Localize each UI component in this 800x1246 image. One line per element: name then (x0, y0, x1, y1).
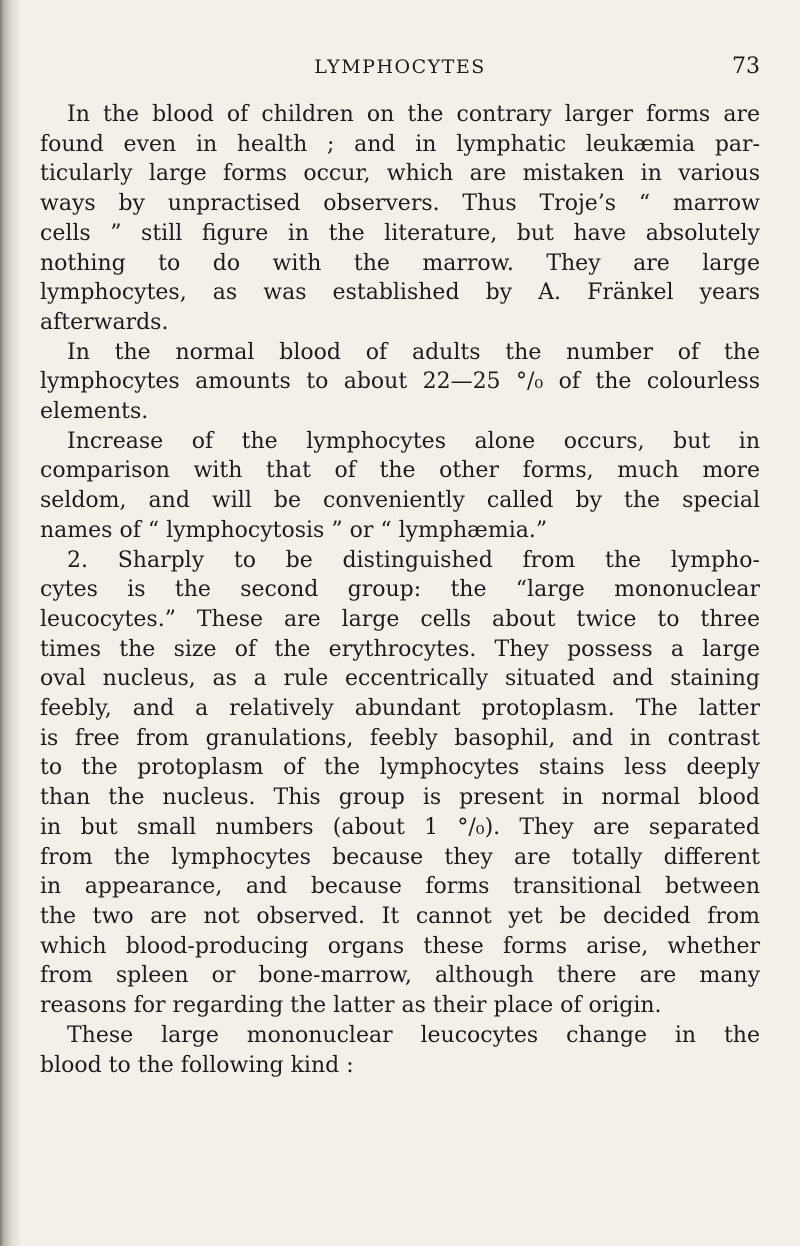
text-line: feebly, and a relatively abundant protoplasm. The latter (40, 696, 760, 722)
text-line: In the normal blood of adults the number of the (67, 339, 760, 365)
text-line: found even in health ; and in lymphatic leukæmia par- (40, 131, 760, 157)
text-line: than the nucleus. This group is present in normal blood (40, 785, 760, 811)
text-line: Increase of the lymphocytes alone occurs, but in (67, 428, 760, 454)
text-line: lymphocytes amounts to about 22—25 °/₀ of the colourless (40, 369, 760, 395)
text-line: comparison with that of the other forms, much more (40, 458, 760, 484)
text-line: blood to the following kind : (40, 1052, 354, 1078)
text-line: to the protoplasm of the lymphocytes stains less deeply (40, 755, 760, 781)
text-line: ticularly large forms occur, which are mistaken in various (40, 161, 760, 187)
running-head: LYMPHOCYTES (314, 56, 486, 78)
text-line: reasons for regarding the latter as their place of origin. (40, 993, 662, 1019)
text-line: in appearance, and because forms transitional between (40, 874, 760, 900)
book-page (40, 56, 760, 1080)
text-line: ways by unpractised observers. Thus Troje’s “ marrow (40, 191, 760, 217)
text-line: leucocytes.” These are large cells about twice to three (40, 606, 760, 632)
text-line: nothing to do with the marrow. They are large (40, 250, 760, 276)
text-line: names of “ lymphocytosis ” or “ lymphæmia.” (40, 517, 548, 543)
text-line: cytes is the second group: the “large mononuclear (40, 577, 760, 603)
text-line: the two are not observed. It cannot yet be decided from (40, 903, 760, 929)
text-line: from the lymphocytes because they are totally different (40, 844, 760, 870)
text-line: cells ” still figure in the literature, but have absolutely (40, 220, 760, 246)
text-line: 2. Sharply to be distinguished from the lympho- (67, 547, 760, 573)
text-line: seldom, and will be conveniently called by the special (40, 488, 760, 514)
page-number: 73 (732, 54, 760, 79)
text-line: These large mononuclear leucocytes change in the (67, 1022, 760, 1048)
body-text (40, 100, 760, 1080)
text-line: oval nucleus, as a rule eccentrically situated and staining (40, 666, 760, 692)
text-line: afterwards. (40, 309, 169, 335)
text-line: In the blood of children on the contrary larger forms are (67, 102, 760, 127)
page-header (40, 56, 760, 96)
text-line: elements. (40, 399, 149, 425)
binding-gutter-shadow (0, 0, 22, 1246)
text-line: from spleen or bone-marrow, although there are many (40, 963, 760, 989)
text-line: in but small numbers (about 1 °/₀). They are separated (40, 814, 760, 840)
text-line: lymphocytes, as was established by A. Fränkel years (40, 280, 760, 306)
text-line: is free from granulations, feebly basophil, and in contrast (40, 725, 760, 751)
text-line: which blood-producing organs these forms arise, whether (40, 933, 760, 959)
text-line: times the size of the erythrocytes. They possess a large (40, 636, 760, 662)
